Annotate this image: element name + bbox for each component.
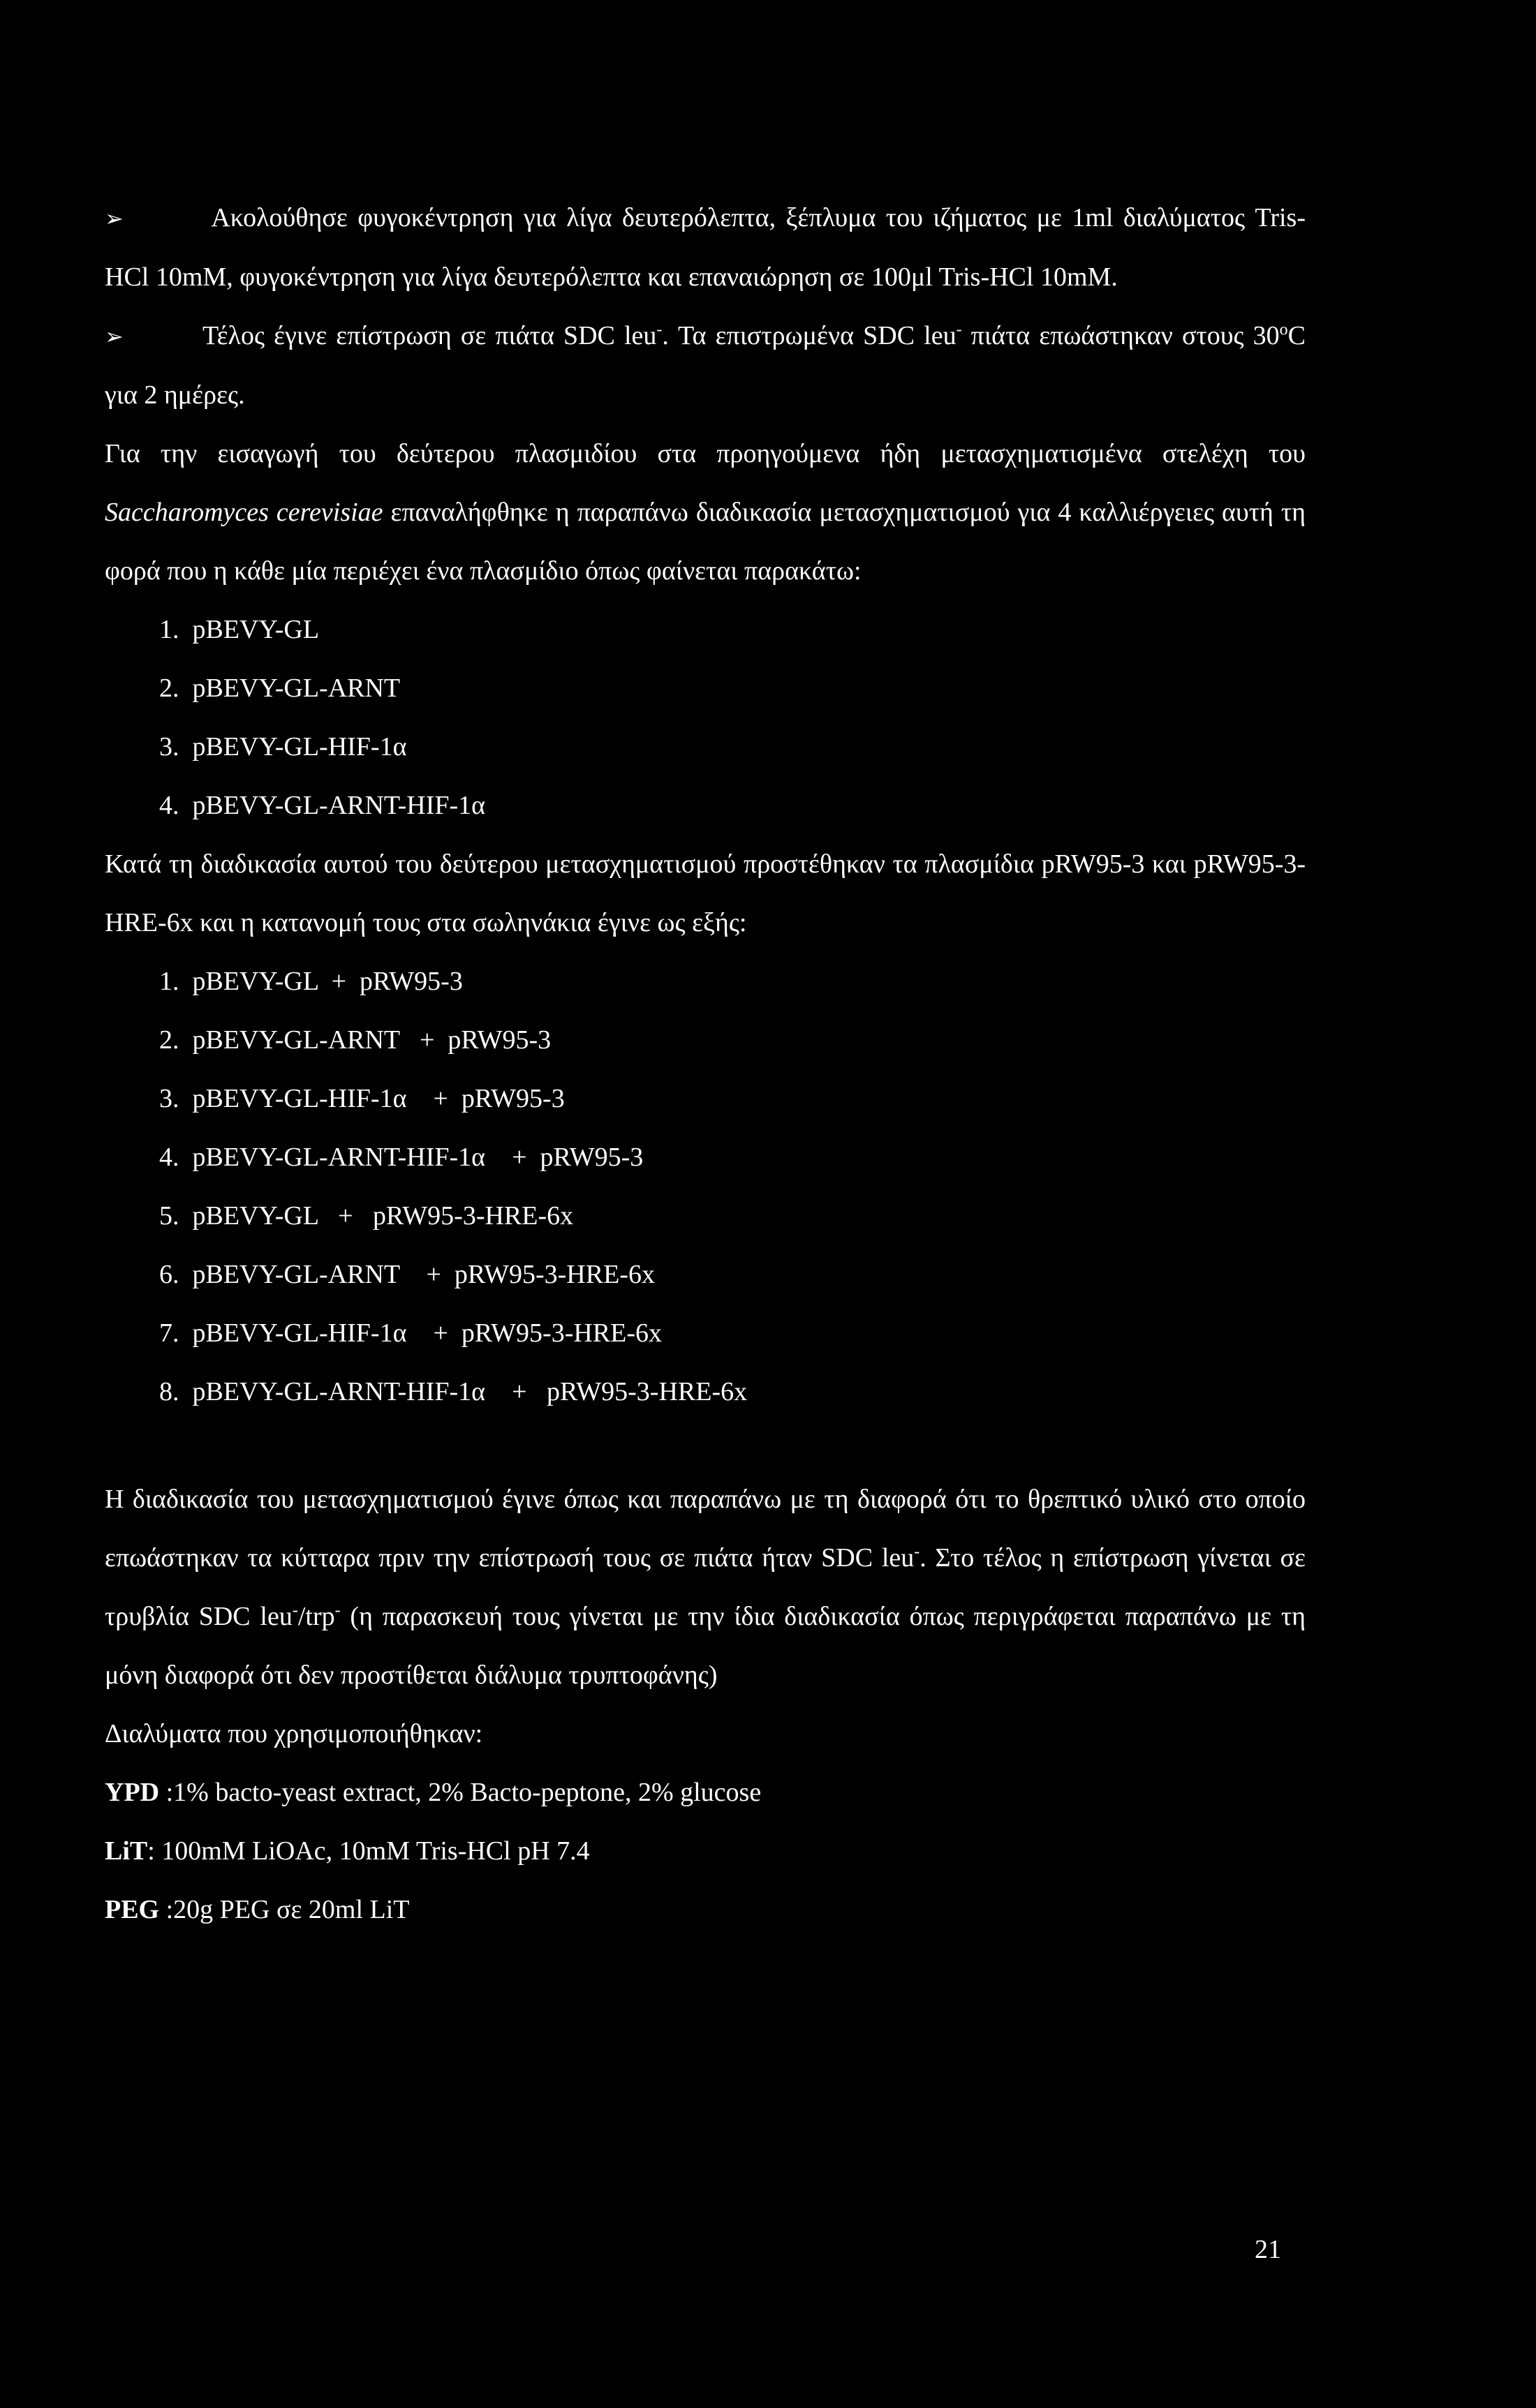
list-item: 7. pBEVY-GL-HIF-1α + pRW95-3-HRE-6x (159, 1318, 662, 1348)
bullet-item (105, 188, 1306, 306)
list-item: 6. pBEVY-GL-ARNT + pRW95-3-HRE-6x (159, 1260, 655, 1289)
paragraph-procedure (105, 1470, 1306, 1704)
document-page (105, 188, 1306, 1939)
list-item: 2. pBEVY-GL-ARNT + pRW95-3 (159, 1025, 552, 1055)
solution-text: :20g PEG σε 20ml LiT (159, 1895, 410, 1924)
solution-item (105, 1880, 1306, 1939)
solution-name: LiT (105, 1836, 148, 1866)
list-item: 8. pBEVY-GL-ARNT-HIF-1α + pRW95-3-HRE-6x (159, 1377, 748, 1406)
text-run: πιάτα επωάστηκαν στους 30 (961, 321, 1280, 350)
bullet-list (105, 188, 1306, 306)
solution-name: YPD (105, 1778, 160, 1807)
list-item: 3. pBEVY-GL-HIF-1α (159, 732, 407, 761)
paragraph-second-plasmid (105, 424, 1306, 600)
bullet-text (105, 203, 1306, 292)
bullet-item (105, 306, 1306, 424)
text-run: Τέλος έγινε επίστρωση σε πιάτα SDC leu (202, 321, 657, 350)
paragraph-transformation: Κατά τη διαδικασία αυτού του δεύτερου μετασχηματισμού προστέθηκαν τα πλασμίδια pRW95-3 και pRW95-3-HRE-6x και η κατανομή τους στα σωληνάκια έγινε ως εξής: (105, 849, 1306, 937)
arrow-bullet-icon: ➢ (105, 205, 124, 232)
superscript: - (334, 1601, 341, 1620)
solution-text: : 100mM LiOAc, 10mM Tris-HCl pH 7.4 (147, 1836, 590, 1866)
solution-name: PEG (105, 1895, 160, 1924)
solutions-heading: Διαλύματα που χρησιμοποιήθηκαν: (105, 1719, 483, 1748)
superscript: - (292, 1601, 298, 1620)
species-name: Saccharomyces cerevisiae (105, 498, 383, 527)
text-run: Για την εισαγωγή του δεύτερου πλασμιδίου στα προηγούμενα ήδη μετασχηματισμένα στελέχη του (105, 439, 1306, 468)
list-item: 1. pBEVY-GL (159, 615, 320, 644)
arrow-bullet-icon: ➢ (105, 323, 124, 350)
text-run: . Τα επιστρωμένα SDC leu (662, 321, 957, 350)
text-run: Η διαδικασία του μετασχηματισμού έγινε όπως και παραπάνω με τη διαφορά ότι το θρεπτικό υλικό στο οποίο επωάστηκαν τα κύτταρα πριν την επίστρωσή τους σε πιάτα ήταν SDC leu (105, 1485, 1306, 1573)
solutions-list (105, 1763, 1306, 1939)
text-run: /trp (297, 1602, 335, 1631)
solution-item (105, 1763, 1306, 1822)
text-run: επαναλήφθηκε η παραπάνω διαδικασία μετασχηματισμού για 4 καλλιέργειες αυτή τη φορά που η κάθε μία περιέχει ένα πλασμίδιο όπως φαίνεται παρακάτω: (105, 498, 1306, 586)
solution-item (105, 1822, 1306, 1880)
superscript: - (914, 1543, 920, 1561)
text-run: . Στο τέλος η επίστρωση γίνεται σε τρυβλία SDC leu (105, 1543, 1306, 1631)
list-item: 2. pBEVY-GL-ARNT (159, 674, 401, 703)
superscript: - (656, 320, 663, 339)
page-number: 21 (1255, 2235, 1281, 2264)
text-run: Ακολούθησε φυγοκέντρηση για λίγα δευτερόλεπτα, ξέπλυμα του ιζήματος με 1ml διαλύματος Tris-HCl 10mM, φυγοκέντρηση για λίγα δευτερόλεπτα και επαναιώρηση σε 100μl Tris-HCl 10mM. (105, 203, 1306, 292)
plasmid-list (105, 600, 1306, 835)
text-run: (η παρασκευή τους γίνεται με την ίδια διαδικασία όπως περιγράφεται παραπάνω με τη μόνη διαφορά ότι δεν προστίθεται διάλυμα τρυπτοφάνης) (105, 1602, 1306, 1690)
list-item: 5. pBEVY-GL + pRW95-3-HRE-6x (159, 1201, 574, 1231)
plasmid-combination-list (105, 952, 1306, 1421)
solution-text: :1% bacto-yeast extract, 2% Bacto-peptone, 2% glucose (159, 1778, 762, 1807)
list-item: 4. pBEVY-GL-ARNT-HIF-1α + pRW95-3 (159, 1143, 644, 1172)
superscript: - (956, 320, 962, 339)
spacer (105, 1421, 1306, 1470)
superscript: o (1279, 320, 1288, 339)
list-item: 3. pBEVY-GL-HIF-1α + pRW95-3 (159, 1084, 565, 1113)
list-item: 4. pBEVY-GL-ARNT-HIF-1α (159, 791, 486, 820)
list-item: 1. pBEVY-GL + pRW95-3 (159, 967, 463, 996)
text-run: C για 2 ημέρες. (105, 321, 1306, 410)
bullet-text (105, 321, 1306, 410)
